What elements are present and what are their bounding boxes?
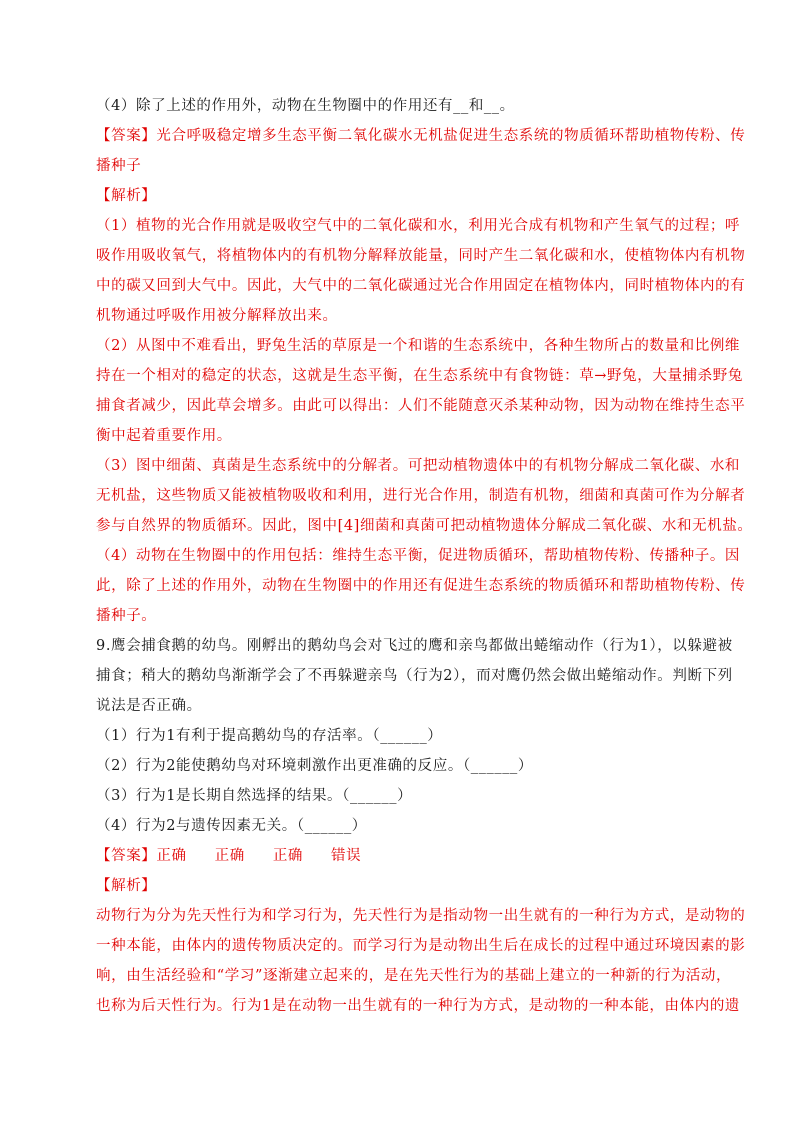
analysis-9-line: 动物行为分为先天性行为和学习行为，先天性行为是指动物一出生就有的一种行为方式，是动物的 bbox=[96, 908, 746, 924]
answer-item: 错误 bbox=[331, 848, 362, 864]
question-9-item-1: （1）行为1有利于提高鹅幼鸟的存活率。（______） bbox=[96, 728, 443, 744]
question-9-item-3: （3）行为1是长期自然选择的结果。（______） bbox=[96, 788, 413, 804]
analysis-8-line: （3）图中细菌、真菌是生态系统中的分解者。可把动植物遗体中的有机物分解成二氧化碳、水和 bbox=[96, 458, 741, 474]
analysis-heading-9: 【解析】 bbox=[96, 878, 157, 894]
analysis-8-line: 播种子。 bbox=[96, 608, 157, 624]
analysis-8-line: （4）动物在生物圈中的作用包括：维持生态平衡，促进物质循环，帮助植物传粉、传播种子。因 bbox=[96, 548, 741, 564]
answer-item: 正确 bbox=[156, 848, 187, 864]
question-9-item-2: （2）行为2能使鹅幼鸟对环境刺激作出更准确的反应。（______） bbox=[96, 758, 533, 774]
question-9-item-4: （4）行为2与遗传因素无关。（______） bbox=[96, 818, 367, 834]
question-9-stem: 9.鹰会捕食鹅的幼鸟。刚孵出的鹅幼鸟会对飞过的鹰和亲鸟都做出蜷缩动作（行为1），以躲避被 bbox=[96, 638, 733, 654]
analysis-8-line: 无机盐，这些物质又能被植物吸收和利用，进行光合作用，制造有机物，细菌和真菌可作为分解者 bbox=[96, 488, 746, 504]
analysis-9-line: 响，由生活经验和“学习”逐渐建立起来的，是在先天性行为的基础上建立的一种新的行为活动， bbox=[96, 968, 732, 984]
analysis-8-line: （1）植物的光合作用就是吸收空气中的二氧化碳和水，利用光合成有机物和产生氧气的过程；呼 bbox=[96, 218, 741, 234]
analysis-8-line: 衡中起着重要作用。 bbox=[96, 428, 232, 444]
analysis-8-line: （2）从图中不难看出，野兔生活的草原是一个和谐的生态系统中，各种生物所占的数量和比例维 bbox=[96, 338, 741, 354]
analysis-8-line: 持在一个相对的稳定的状态，这就是生态平衡，在生态系统中有食物链：草→野兔，大量捕杀野兔 bbox=[96, 368, 743, 384]
answer-item: 正确 bbox=[214, 848, 245, 864]
analysis-9-line: 一种本能，由体内的遗传物质决定的。而学习行为是动物出生后在成长的过程中通过环境因素的影 bbox=[96, 938, 746, 954]
analysis-heading-8: 【解析】 bbox=[96, 188, 157, 204]
answer-8-line-2: 播种子 bbox=[96, 158, 142, 174]
analysis-8-line: 捕食者减少，因此草会增多。由此可以得出：人们不能随意灭杀某种动物，因为动物在维持生态平 bbox=[96, 398, 746, 414]
analysis-8-line: 此，除了上述的作用外，动物在生物圈中的作用还有促进生态系统的物质循环和帮助植物传粉、传 bbox=[96, 578, 746, 594]
answer-9-row bbox=[96, 846, 361, 866]
answer-8-line-1: 【答案】光合呼吸稳定增多生态平衡二氧化碳水无机盐促进生态系统的物质循环帮助植物传粉、传 bbox=[96, 128, 746, 144]
analysis-9-line: 也称为后天性行为。行为1是在动物一出生就有的一种行为方式，是动物的一种本能，由体内的遗 bbox=[96, 998, 741, 1014]
question-8-part-4: （4）除了上述的作用外，动物在生物圈中的作用还有__和__。 bbox=[96, 98, 515, 114]
analysis-8-line: 机物通过呼吸作用被分解释放出来。 bbox=[96, 308, 338, 324]
analysis-8-line: 中的碳又回到大气中。因此，大气中的二氧化碳通过光合作用固定在植物体内，同时植物体内的有 bbox=[96, 278, 746, 294]
answer-label: 【答案】 bbox=[96, 848, 157, 864]
analysis-8-line: 吸作用吸收氧气，将植物体内的有机物分解释放能量，同时产生二氧化碳和水，使植物体内有机物 bbox=[96, 248, 746, 264]
answer-item: 正确 bbox=[272, 848, 304, 864]
question-9-stem: 捕食；稍大的鹅幼鸟渐渐学会了不再躲避亲鸟（行为2），而对鹰仍然会做出蜷缩动作。判断下列 bbox=[96, 668, 733, 684]
analysis-8-line: 参与自然界的物质循环。因此，图中[4]细菌和真菌可把动植物遗体分解成二氧化碳、水和无机盐。 bbox=[96, 518, 753, 534]
question-9-stem: 说法是否正确。 bbox=[96, 698, 202, 714]
